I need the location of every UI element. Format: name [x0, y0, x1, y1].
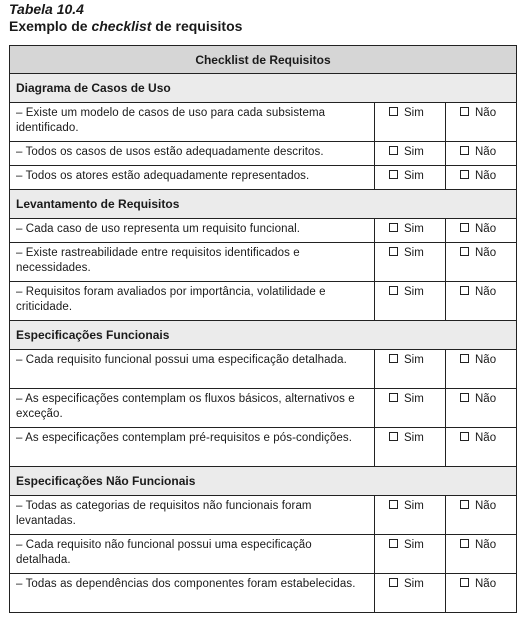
checkbox-icon[interactable] — [460, 170, 469, 179]
checkbox-icon[interactable] — [460, 432, 469, 441]
checkbox-icon[interactable] — [389, 170, 398, 179]
checklist-row — [10, 428, 517, 467]
checklist-row — [10, 496, 517, 535]
checkbox-icon[interactable] — [389, 354, 398, 363]
checkbox-icon[interactable] — [389, 393, 398, 402]
option-no[interactable]: Não — [446, 103, 517, 142]
checklist-row — [10, 574, 517, 613]
checkbox-icon[interactable] — [389, 107, 398, 116]
checkbox-icon[interactable] — [460, 247, 469, 256]
checkbox-icon[interactable] — [460, 146, 469, 155]
item-text: – Todas as categorias de requisitos não funcionais foram levantadas. — [10, 496, 375, 535]
checkbox-icon[interactable] — [460, 107, 469, 116]
section-header: Especificações Não Funcionais — [10, 467, 517, 496]
option-no[interactable]: Não — [446, 535, 517, 574]
checkbox-icon[interactable] — [389, 578, 398, 587]
checkbox-icon[interactable] — [389, 146, 398, 155]
option-no[interactable]: Não — [446, 428, 517, 467]
checklist-row — [10, 142, 517, 166]
section-header: Levantamento de Requisitos — [10, 190, 517, 219]
option-yes[interactable]: Sim — [375, 350, 446, 389]
item-text: – Cada requisito funcional possui uma especificação detalhada. — [10, 350, 375, 389]
checklist-row — [10, 389, 517, 428]
table-header: Checklist de Requisitos — [10, 46, 517, 74]
checkbox-icon[interactable] — [460, 223, 469, 232]
checkbox-icon[interactable] — [460, 539, 469, 548]
option-yes[interactable]: Sim — [375, 535, 446, 574]
option-yes[interactable]: Sim — [375, 103, 446, 142]
checkbox-icon[interactable] — [460, 500, 469, 509]
item-text: – Existe rastreabilidade entre requisitos identificados e necessidades. — [10, 243, 375, 282]
item-text: – Requisitos foram avaliados por importância, volatilidade e criticidade. — [10, 282, 375, 321]
option-yes[interactable]: Sim — [375, 496, 446, 535]
option-no[interactable]: Não — [446, 389, 517, 428]
checklist-row — [10, 219, 517, 243]
option-no[interactable]: Não — [446, 574, 517, 613]
option-no[interactable]: Não — [446, 142, 517, 166]
checkbox-icon[interactable] — [389, 500, 398, 509]
item-text: – Cada caso de uso representa um requisito funcional. — [10, 219, 375, 243]
option-no[interactable]: Não — [446, 219, 517, 243]
checkbox-icon[interactable] — [389, 247, 398, 256]
checklist-row — [10, 350, 517, 389]
title-emphasis: checklist — [91, 18, 152, 34]
option-yes[interactable]: Sim — [375, 166, 446, 190]
checklist-row — [10, 103, 517, 142]
option-no[interactable]: Não — [446, 496, 517, 535]
item-text: – Todas as dependências dos componentes foram estabelecidas. — [10, 574, 375, 613]
checkbox-icon[interactable] — [389, 539, 398, 548]
option-yes[interactable]: Sim — [375, 243, 446, 282]
option-yes[interactable]: Sim — [375, 574, 446, 613]
option-no[interactable]: Não — [446, 350, 517, 389]
option-yes[interactable]: Sim — [375, 219, 446, 243]
checkbox-icon[interactable] — [460, 354, 469, 363]
checklist-row — [10, 282, 517, 321]
item-text: – Cada requisito não funcional possui uma especificação detalhada. — [10, 535, 375, 574]
table-number: Tabela 10.4 — [9, 1, 84, 17]
item-text: – Existe um modelo de casos de uso para cada subsistema identificado. — [10, 103, 375, 142]
checkbox-icon[interactable] — [460, 578, 469, 587]
table-caption — [9, 1, 242, 35]
checkbox-icon[interactable] — [389, 223, 398, 232]
checkbox-icon[interactable] — [460, 393, 469, 402]
checkbox-icon[interactable] — [389, 286, 398, 295]
option-yes[interactable]: Sim — [375, 428, 446, 467]
option-yes[interactable]: Sim — [375, 389, 446, 428]
item-text: – As especificações contemplam os fluxos básicos, alternativos e exceção. — [10, 389, 375, 428]
option-no[interactable]: Não — [446, 243, 517, 282]
section-header: Diagrama de Casos de Uso — [10, 74, 517, 103]
checklist-row — [10, 166, 517, 190]
checkbox-icon[interactable] — [460, 286, 469, 295]
checklist-row — [10, 243, 517, 282]
checkbox-icon[interactable] — [389, 432, 398, 441]
option-yes[interactable]: Sim — [375, 142, 446, 166]
requirements-checklist-table — [9, 45, 517, 613]
option-no[interactable]: Não — [446, 282, 517, 321]
section-header: Especificações Funcionais — [10, 321, 517, 350]
item-text: – As especificações contemplam pré-requisitos e pós-condições. — [10, 428, 375, 467]
option-yes[interactable]: Sim — [375, 282, 446, 321]
item-text: – Todos os atores estão adequadamente representados. — [10, 166, 375, 190]
checklist-row — [10, 535, 517, 574]
item-text: – Todos os casos de usos estão adequadamente descritos. — [10, 142, 375, 166]
option-no[interactable]: Não — [446, 166, 517, 190]
table-title: Exemplo de checklist de requisitos — [9, 18, 243, 34]
